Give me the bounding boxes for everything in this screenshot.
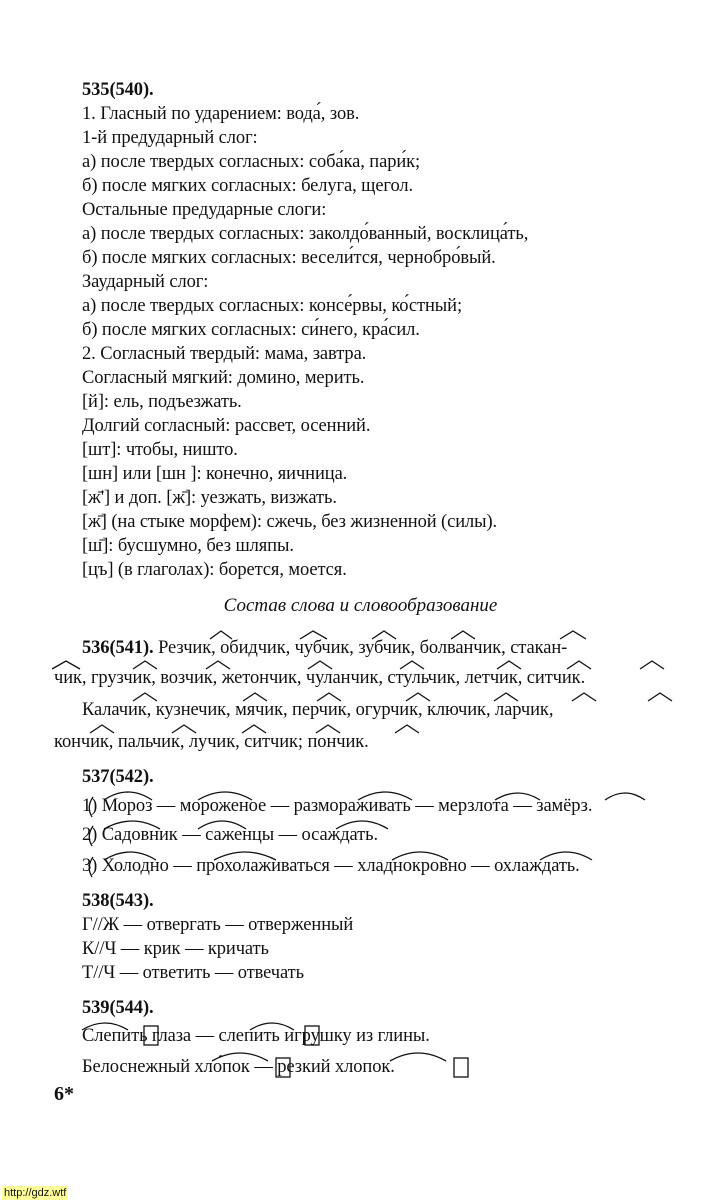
exercise-535-line: [шт]: чтобы, ништо. [82,440,238,460]
exercise-535-line: б) после мягких согласных: весели́тся, чернобро́вый. [82,248,496,268]
exercise-535-line: а) после твердых согласных: соба́ка, пари́к; [82,152,421,172]
exercise-538-line: К//Ч — крик — кричать [82,939,269,959]
exercise-539-line: Белоснежный хло́пок — резкий хлопок. [82,1057,395,1077]
exercise-536-line: Калачик, кузнечик, мячик, перчик, огурчик, ключик, ларчик, [82,700,554,720]
exercise-535-line: [ж̄] (на стыке морфем): сжечь, без жизненной (силы). [82,512,498,532]
exercise-536-line: кончик, пальчик, лучик, ситчик; пончик. [54,732,369,752]
footer-url[interactable]: http://gdz.wtf [4,1187,67,1199]
exercise-535-line: [шн] или [шн ]: конечно, яичница. [82,464,348,484]
exercise-535-line: б) после мягких согласных: си́него, кра́сил. [82,320,420,340]
page-number: 6* [54,1083,74,1105]
exercise-535-line: б) после мягких согласных: белуга, щегол. [82,176,414,196]
exercise-538-line: Г//Ж — отвергать — отверженный [82,915,354,935]
exercise-535-line: а) после твердых согласных: заколдо́ванный, восклица́ть, [82,224,529,244]
exercise-535-line: 2. Согласный твердый: мама, завтра. [82,344,367,364]
exercise-537-number: 537(542). [82,767,154,787]
exercise-535-line: [й]: ель, подъезжать. [82,392,242,412]
exercise-535-line: Остальные предударные слоги: [82,200,327,220]
exercise-539-number: 539(544). [82,998,154,1018]
exercise-536-number: 536(541). [82,638,154,658]
exercise-535-line: а) после твердых согласных: консе́рвы, ко́стный; [82,296,462,316]
exercise-535-line: Согласный мягкий: домино, мерить. [82,368,365,388]
exercise-535-line: [цъ] (в глаголах): борется, моется. [82,560,347,580]
exercise-539-line: Слепить глаза — слепить игрушку из глины. [82,1026,430,1046]
exercise-538-line: Т//Ч — ответить — отвечать [82,963,304,983]
exercise-535-line: 1. Гласный по ударением: вода́, зов. [82,104,360,124]
section-heading: Состав слова и словообразование [223,595,498,616]
exercise-536-text: Резчик, обидчик, чубчик, зубчик, болванчик, стакан- [158,638,568,658]
exercise-538-number: 538(543). [82,891,154,911]
exercise-536-line-1 [82,637,567,659]
exercise-535-line: Заударный слог: [82,272,209,292]
exercise-535-line: [ш̄]: бусшумно, без шляпы. [82,536,294,556]
exercise-535-number: 535(540). [82,80,154,100]
exercise-535-line: [ж̄'] и доп. [ж̄]: уезжать, визжать. [82,488,337,508]
exercise-536-line: чик, грузчик, возчик, жетончик, чуланчик, стульчик, летчик, ситчик. [54,668,586,688]
exercise-535-line: Долгий согласный: рассвет, осенний. [82,416,371,436]
exercise-535-line: 1-й предударный слог: [82,128,258,148]
exercise-537-line: 3) Холодно — прохолаживаться — хладнокровно — охлаждать. [82,856,580,876]
exercise-537-line: 1) Мороз — мороженое — размораживать — мерзлота — замёрз. [82,796,593,816]
exercise-537-line: 2) Садовник — саженцы — осаждать. [82,825,379,845]
